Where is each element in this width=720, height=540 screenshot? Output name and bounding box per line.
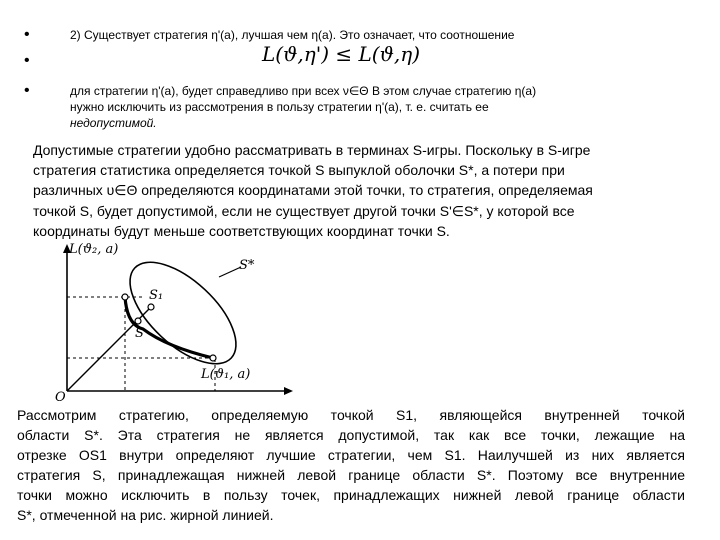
paragraph-line: Рассмотрим стратегию, определяемую точкой S1, являющейся внутренней точкой bbox=[17, 407, 685, 423]
paragraph-line: координаты будут меньше соответствующих координат точки S. bbox=[33, 222, 450, 239]
bullet-marker: • bbox=[24, 82, 30, 99]
bullet-line: для стратегии η'(a), будет справедливо при всех ν∈Θ В этом случае стратегию η(a) bbox=[70, 84, 537, 98]
paragraph-line: стратегия S, принадлежащая нижней левой границе области S*. Поэтому все внутренние bbox=[17, 467, 685, 483]
point-s1-label: S₁ bbox=[149, 288, 164, 303]
paragraph-line: области S*. Эта стратегия не является допустимой, так как все точки, лежащие на bbox=[17, 427, 685, 443]
s-game-figure bbox=[55, 243, 305, 403]
paragraph-line: различных υ∈Θ определяются координатами этой точки, то стратегия, определяемая bbox=[33, 182, 593, 199]
bullet-marker: • bbox=[24, 26, 30, 43]
convex-set-boundary bbox=[113, 245, 253, 382]
loss-inequality-formula: L(ϑ,η') ≤ L(ϑ,η) bbox=[262, 42, 421, 66]
s-game-diagram bbox=[55, 243, 305, 403]
paragraph-line: точки можно исключить в пользу точек, принадлежащих нижней левой границе области bbox=[17, 487, 685, 503]
paragraph-line: Допустимые стратегии удобно рассматривать в терминах S-игры. Поскольку в S-игре bbox=[33, 142, 591, 158]
x-axis-arrow bbox=[284, 387, 293, 395]
bullet-text-strategy-better: 2) Существует стратегия η'(a), лучшая чем η(a). Это означает, что соотношение bbox=[70, 28, 515, 42]
bullet-line: недопустимой. bbox=[70, 116, 157, 130]
point-s-label: S bbox=[135, 326, 144, 341]
paragraph-admissible-strategies bbox=[33, 140, 683, 241]
paragraph-line: S*, отмеченной на рис. жирной линией. bbox=[17, 507, 274, 523]
point-s1 bbox=[148, 304, 154, 310]
paragraph-line: отрезке OS1 внутри определяют лучшие стратегии, чем S1. Наилучшей из них является bbox=[17, 447, 685, 463]
bullet-line: нужно исключить из рассмотрения в пользу стратегии η'(a), т. е. считать ее bbox=[70, 100, 489, 114]
set-label-pointer bbox=[219, 267, 241, 277]
point-s bbox=[135, 318, 141, 324]
y-axis-label: L(ϑ₂, a) bbox=[69, 242, 119, 257]
point-boundary-top bbox=[122, 294, 128, 300]
origin-label: O bbox=[55, 390, 66, 405]
paragraph-line: стратегия статистика определяется точкой S выпуклой оболочки S*, а потери при bbox=[33, 162, 565, 179]
x-axis-label: L(ϑ₁, a) bbox=[201, 367, 251, 382]
bullet-text-inadmissible bbox=[70, 83, 670, 131]
paragraph-inner-point-example bbox=[17, 405, 685, 525]
set-label: S* bbox=[239, 258, 255, 273]
point-boundary-right bbox=[210, 355, 216, 361]
paragraph-line: точкой S, будет допустимой, если не существует другой точки S'∈S*, у которой все bbox=[33, 202, 575, 219]
bullet-marker: • bbox=[24, 52, 30, 69]
